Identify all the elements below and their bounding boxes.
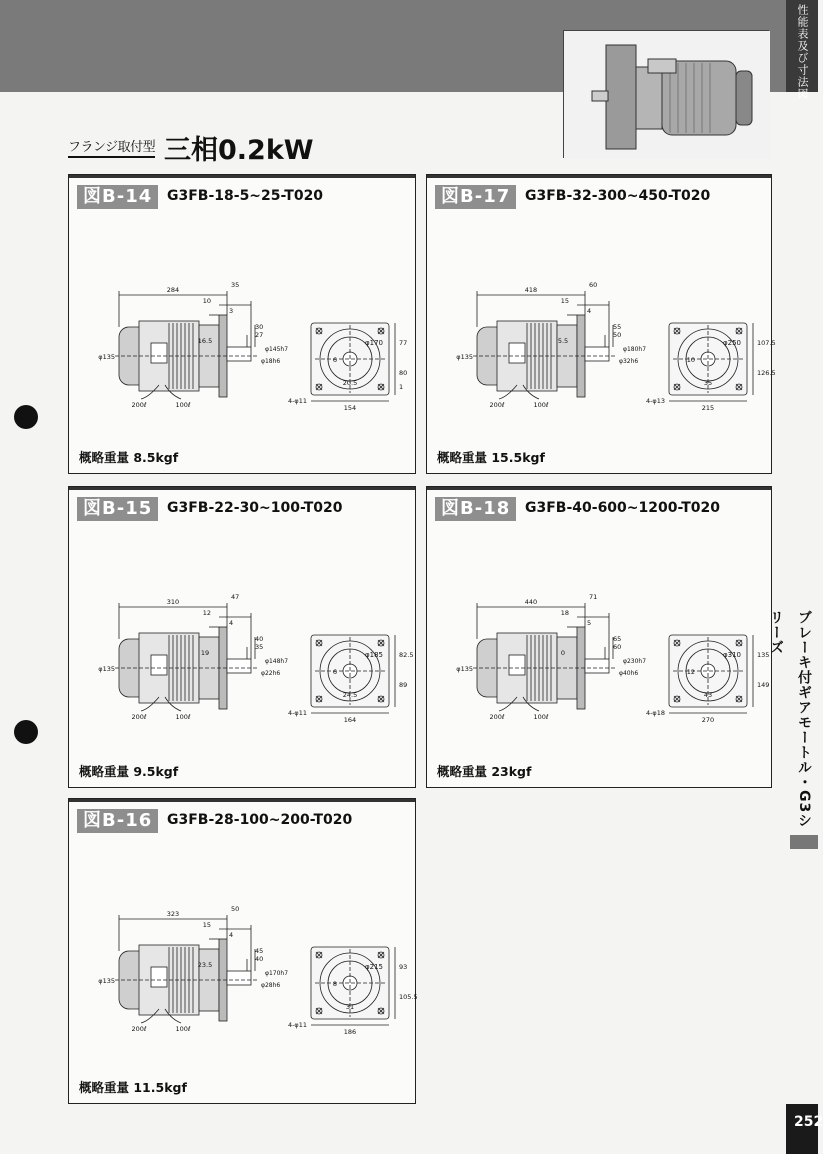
dim-pcd: φ310 [723,651,741,659]
dim-shaft-offset: 0 [560,649,566,657]
model-number: G3FB-22-30~100-T020 [167,500,343,516]
dim-pcd: φ250 [723,339,741,347]
dim-height-upper: 82.5 [399,651,414,659]
dim-wire-brake: 200ℓ [131,401,147,409]
dim-shaft-diameter: φ28h6 [261,982,281,989]
dim-flange-thickness: 12 [202,609,211,617]
dim-shaft-length: 30 [255,323,264,331]
dim-key-height: 24.5 [342,691,358,699]
dim-mount-holes: 4-φ18 [645,709,665,717]
dim-spigot-diameter: φ148h7 [265,658,289,665]
dim-body-diameter: φ135 [98,665,115,673]
dim-wire-motor: 100ℓ [175,401,191,409]
model-number: G3FB-18-5~25-T020 [167,188,324,204]
dim-wire-brake: 200ℓ [489,401,505,409]
figure-panel-b17 [426,174,776,474]
approx-weight: 概略重量 11.5kgf [79,1080,187,1095]
dim-key-width: 8 [332,980,337,988]
dim-key-length: 60 [613,643,622,651]
dim-key-height: 31 [345,1003,355,1011]
dim-spigot: 3 [229,307,234,315]
dim-flange-width: 154 [343,404,357,412]
dim-pcd: φ185 [365,651,383,659]
approx-weight: 概略重量 9.5kgf [79,764,179,779]
dim-shaft-offset: 16.5 [197,337,213,345]
dim-wire-brake: 200ℓ [131,713,147,721]
dim-pcd: φ170 [365,339,383,347]
dim-body-diameter: φ135 [456,353,473,361]
dim-spigot-diameter: φ230h7 [623,658,647,665]
binder-hole [14,405,38,429]
dim-shaft-length: 45 [255,947,264,955]
dim-height-lower: 126.5 [757,369,776,377]
dim-flange-thickness: 18 [560,609,569,617]
dim-height-lower: 149 [757,681,770,689]
figure-label: 図B-17 [435,185,516,209]
dim-wire-motor: 100ℓ [175,1025,191,1033]
series-marker [790,835,818,849]
dim-flange-thickness: 10 [202,297,211,305]
dim-offset: 1 [399,383,404,391]
dim-key-width: 6 [332,668,337,676]
dim-key-length: 50 [613,331,622,339]
dim-mount-holes: 4-φ13 [645,397,665,405]
dim-height-upper: 107.5 [757,339,776,347]
heading-title: 三相0.2kW [164,135,314,166]
dim-key-width: 12 [686,668,695,676]
series-title: ブレーキ付ギアモートル・G3シリーズ [768,610,812,829]
dimension-drawing [79,547,414,724]
dim-height-upper: 93 [399,963,408,971]
dim-spigot-diameter: φ180h7 [623,346,647,353]
figure-label: 図B-16 [77,809,158,833]
dim-spigot: 5 [587,619,592,627]
dim-spigot: 4 [587,307,592,315]
approx-weight: 概略重量 15.5kgf [437,450,545,465]
figure-panel-b15 [68,486,416,788]
dim-total-length: 284 [166,286,180,294]
dim-key-height: 20.5 [342,379,358,387]
dim-total-length: 418 [524,286,538,294]
dim-key-width: 6 [332,356,337,364]
figure-panel-b14 [68,174,416,474]
model-number: G3FB-28-100~200-T020 [167,812,353,828]
dim-shaft-length: 55 [613,323,622,331]
dim-body-diameter: φ135 [98,977,115,985]
dim-key-length: 40 [255,955,264,963]
dim-height-lower: 105.5 [399,993,418,1001]
figure-label: 図B-18 [435,497,516,521]
dimension-drawing [79,859,418,1036]
dim-shaft-length: 65 [613,635,622,643]
dim-flange-width: 215 [701,404,715,412]
product-photo [563,30,769,158]
dimension-drawing [79,235,409,412]
figure-panel-b18 [426,486,772,788]
dimension-drawing [437,235,776,412]
dim-key-width: 10 [686,356,695,364]
dim-shaft-diameter: φ32h6 [619,358,639,365]
dim-height-lower: 80 [399,369,408,377]
dim-wire-brake: 200ℓ [131,1025,147,1033]
dim-key-length: 27 [255,331,264,339]
heading-subtitle: フランジ取付型 [68,136,155,158]
page-number: 252 [794,1114,823,1130]
dim-body-diameter: φ135 [98,353,115,361]
dim-flange-thickness: 15 [560,297,569,305]
dim-flange-to-shaft: 50 [231,905,240,913]
dim-height-lower: 89 [399,681,408,689]
dim-body-diameter: φ135 [456,665,473,673]
dim-spigot: 4 [229,619,234,627]
dim-shaft-diameter: φ22h6 [261,670,281,677]
dim-pcd: φ215 [365,963,383,971]
dim-mount-holes: 4-φ11 [287,709,307,717]
dim-shaft-length: 40 [255,635,264,643]
approx-weight: 概略重量 8.5kgf [79,450,179,465]
dim-key-length: 35 [255,643,264,651]
dim-height-upper: 77 [399,339,408,347]
dim-total-length: 310 [166,598,180,606]
dim-shaft-diameter: φ18h6 [261,358,281,365]
dim-height-upper: 135 [757,651,770,659]
dim-shaft-offset: 5.5 [557,337,569,345]
dim-shaft-offset: 19 [200,649,210,657]
dim-total-length: 323 [166,910,180,918]
dimension-drawing [437,547,770,724]
dim-wire-motor: 100ℓ [175,713,191,721]
dim-flange-width: 164 [343,716,357,724]
dim-wire-brake: 200ℓ [489,713,505,721]
figure-label: 図B-15 [77,497,158,521]
dim-flange-to-shaft: 60 [589,281,598,289]
dim-flange-thickness: 15 [202,921,211,929]
model-number: G3FB-32-300~450-T020 [525,188,711,204]
dim-flange-width: 186 [343,1028,357,1036]
dim-wire-motor: 100ℓ [533,401,549,409]
dim-mount-holes: 4-φ11 [287,1021,307,1029]
dim-flange-to-shaft: 35 [231,281,240,289]
dim-spigot: 4 [229,931,234,939]
dim-shaft-diameter: φ40h6 [619,670,639,677]
figure-panel-b16 [68,798,416,1104]
dim-key-height: 43 [703,691,713,699]
approx-weight: 概略重量 23kgf [437,764,532,779]
dim-flange-width: 270 [701,716,715,724]
dim-shaft-offset: 23.5 [197,961,213,969]
figure-label: 図B-14 [77,185,158,209]
model-number: G3FB-40-600~1200-T020 [525,500,721,516]
dim-mount-holes: 4-φ11 [287,397,307,405]
dim-key-height: 35 [703,379,713,387]
section-tab-label: 性能表及び寸法図 [796,4,809,100]
binder-hole [14,720,38,744]
dim-spigot-diameter: φ145h7 [265,346,289,353]
dim-wire-motor: 100ℓ [533,713,549,721]
dim-flange-to-shaft: 47 [231,593,240,601]
dim-total-length: 440 [524,598,538,606]
dim-spigot-diameter: φ170h7 [265,970,289,977]
dim-flange-to-shaft: 71 [589,593,598,601]
